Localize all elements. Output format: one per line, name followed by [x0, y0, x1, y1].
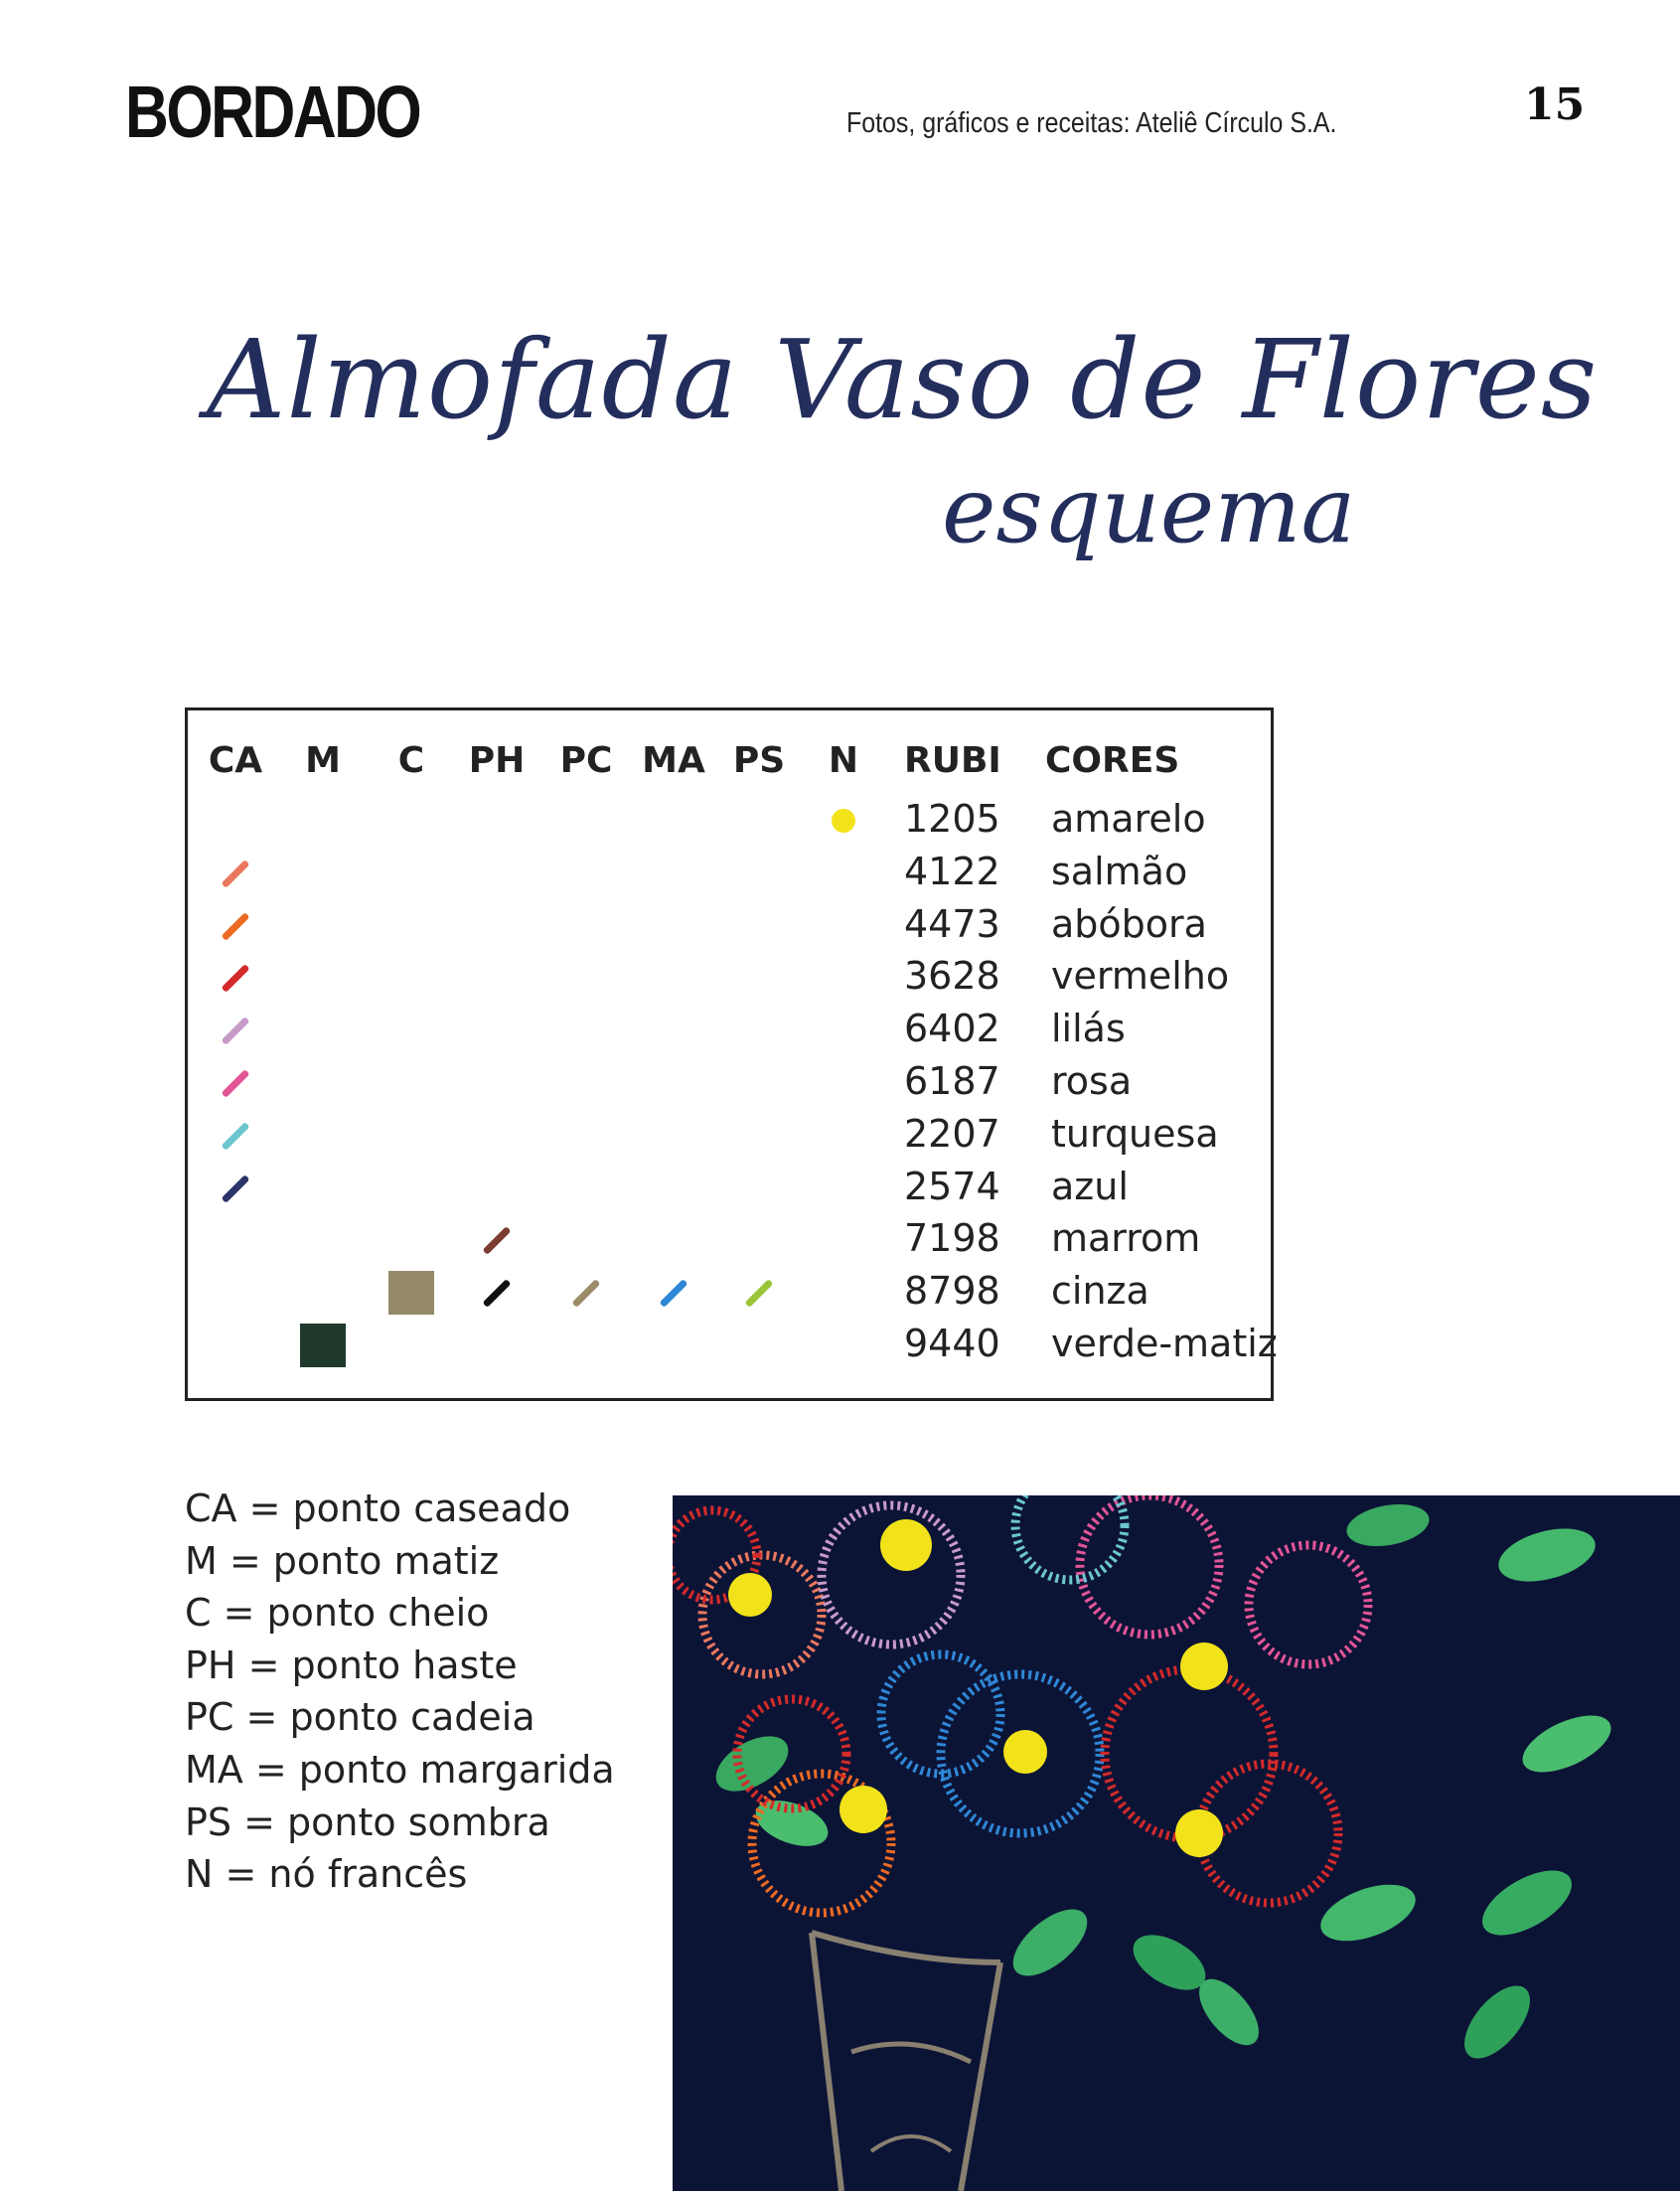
legend-rubi-code: 8798	[904, 1269, 1000, 1314]
page-number: 15	[1524, 79, 1586, 130]
legend-column-header: CORES	[1045, 740, 1180, 781]
legend-rubi-code: 9440	[904, 1322, 1000, 1365]
legend-rubi-code: 2207	[904, 1111, 1000, 1156]
abbreviation-item: MA = ponto margarida	[185, 1748, 615, 1792]
abbreviation-item: PC = ponto cadeia	[185, 1695, 535, 1740]
legend-rubi-code: 4122	[904, 849, 1000, 893]
page-title: Almofada Vaso de Flores	[207, 316, 1599, 443]
legend-rubi-code: 6187	[904, 1059, 1000, 1103]
legend-color-name: rosa	[1051, 1059, 1133, 1103]
legend-column-header: MA	[642, 740, 705, 781]
legend-column-header: CA	[208, 740, 263, 781]
legend-column-header: N	[828, 740, 859, 781]
abbreviation-item: PH = ponto haste	[185, 1643, 518, 1687]
page-subtitle: esquema	[942, 457, 1356, 563]
legend-column-header: PS	[732, 740, 786, 781]
abbreviation-item: N = nó francês	[185, 1852, 468, 1897]
legend-color-name: cinza	[1051, 1269, 1149, 1314]
legend-color-name: verde-matiz	[1051, 1322, 1278, 1365]
abbreviation-item: C = ponto cheio	[185, 1591, 490, 1636]
legend-rubi-code: 6402	[904, 1007, 1000, 1051]
legend-color-name: amarelo	[1051, 797, 1206, 841]
legend-color-name: salmão	[1051, 849, 1188, 893]
legend-rubi-code: 2574	[904, 1164, 1000, 1208]
legend-rubi-code: 3628	[904, 954, 1000, 999]
legend-column-header: M	[305, 740, 341, 781]
abbreviation-item: PS = ponto sombra	[185, 1800, 550, 1844]
legend-color-name: vermelho	[1051, 954, 1230, 999]
legend-rubi-code: 4473	[904, 901, 1000, 946]
legend-rubi-code: 7198	[904, 1216, 1000, 1261]
legend-column-header: PC	[559, 740, 613, 781]
embroidery-photo	[673, 1495, 1680, 2191]
legend-color-name: lilás	[1051, 1007, 1126, 1051]
legend-column-header: RUBI	[904, 740, 1001, 781]
legend-color-name: abóbora	[1051, 901, 1207, 946]
legend-color-name: azul	[1051, 1164, 1129, 1208]
legend-rubi-code: 1205	[904, 797, 1000, 841]
abbreviation-item: M = ponto matiz	[185, 1538, 500, 1583]
section-title: BORDADO	[125, 71, 420, 153]
photo-credit: Fotos, gráficos e receitas: Ateliê Círculo S.A.	[846, 107, 1337, 139]
legend-column-header: C	[397, 740, 425, 781]
color-swatch-c	[388, 1271, 434, 1315]
legend-color-name: turquesa	[1051, 1111, 1219, 1156]
embroidery-illustration	[673, 1495, 1680, 2191]
french-knot-dot	[832, 809, 855, 833]
color-swatch-m	[300, 1324, 346, 1367]
legend-color-name: marrom	[1051, 1216, 1201, 1261]
legend-column-header: PH	[468, 740, 526, 781]
abbreviation-item: CA = ponto caseado	[185, 1487, 571, 1530]
